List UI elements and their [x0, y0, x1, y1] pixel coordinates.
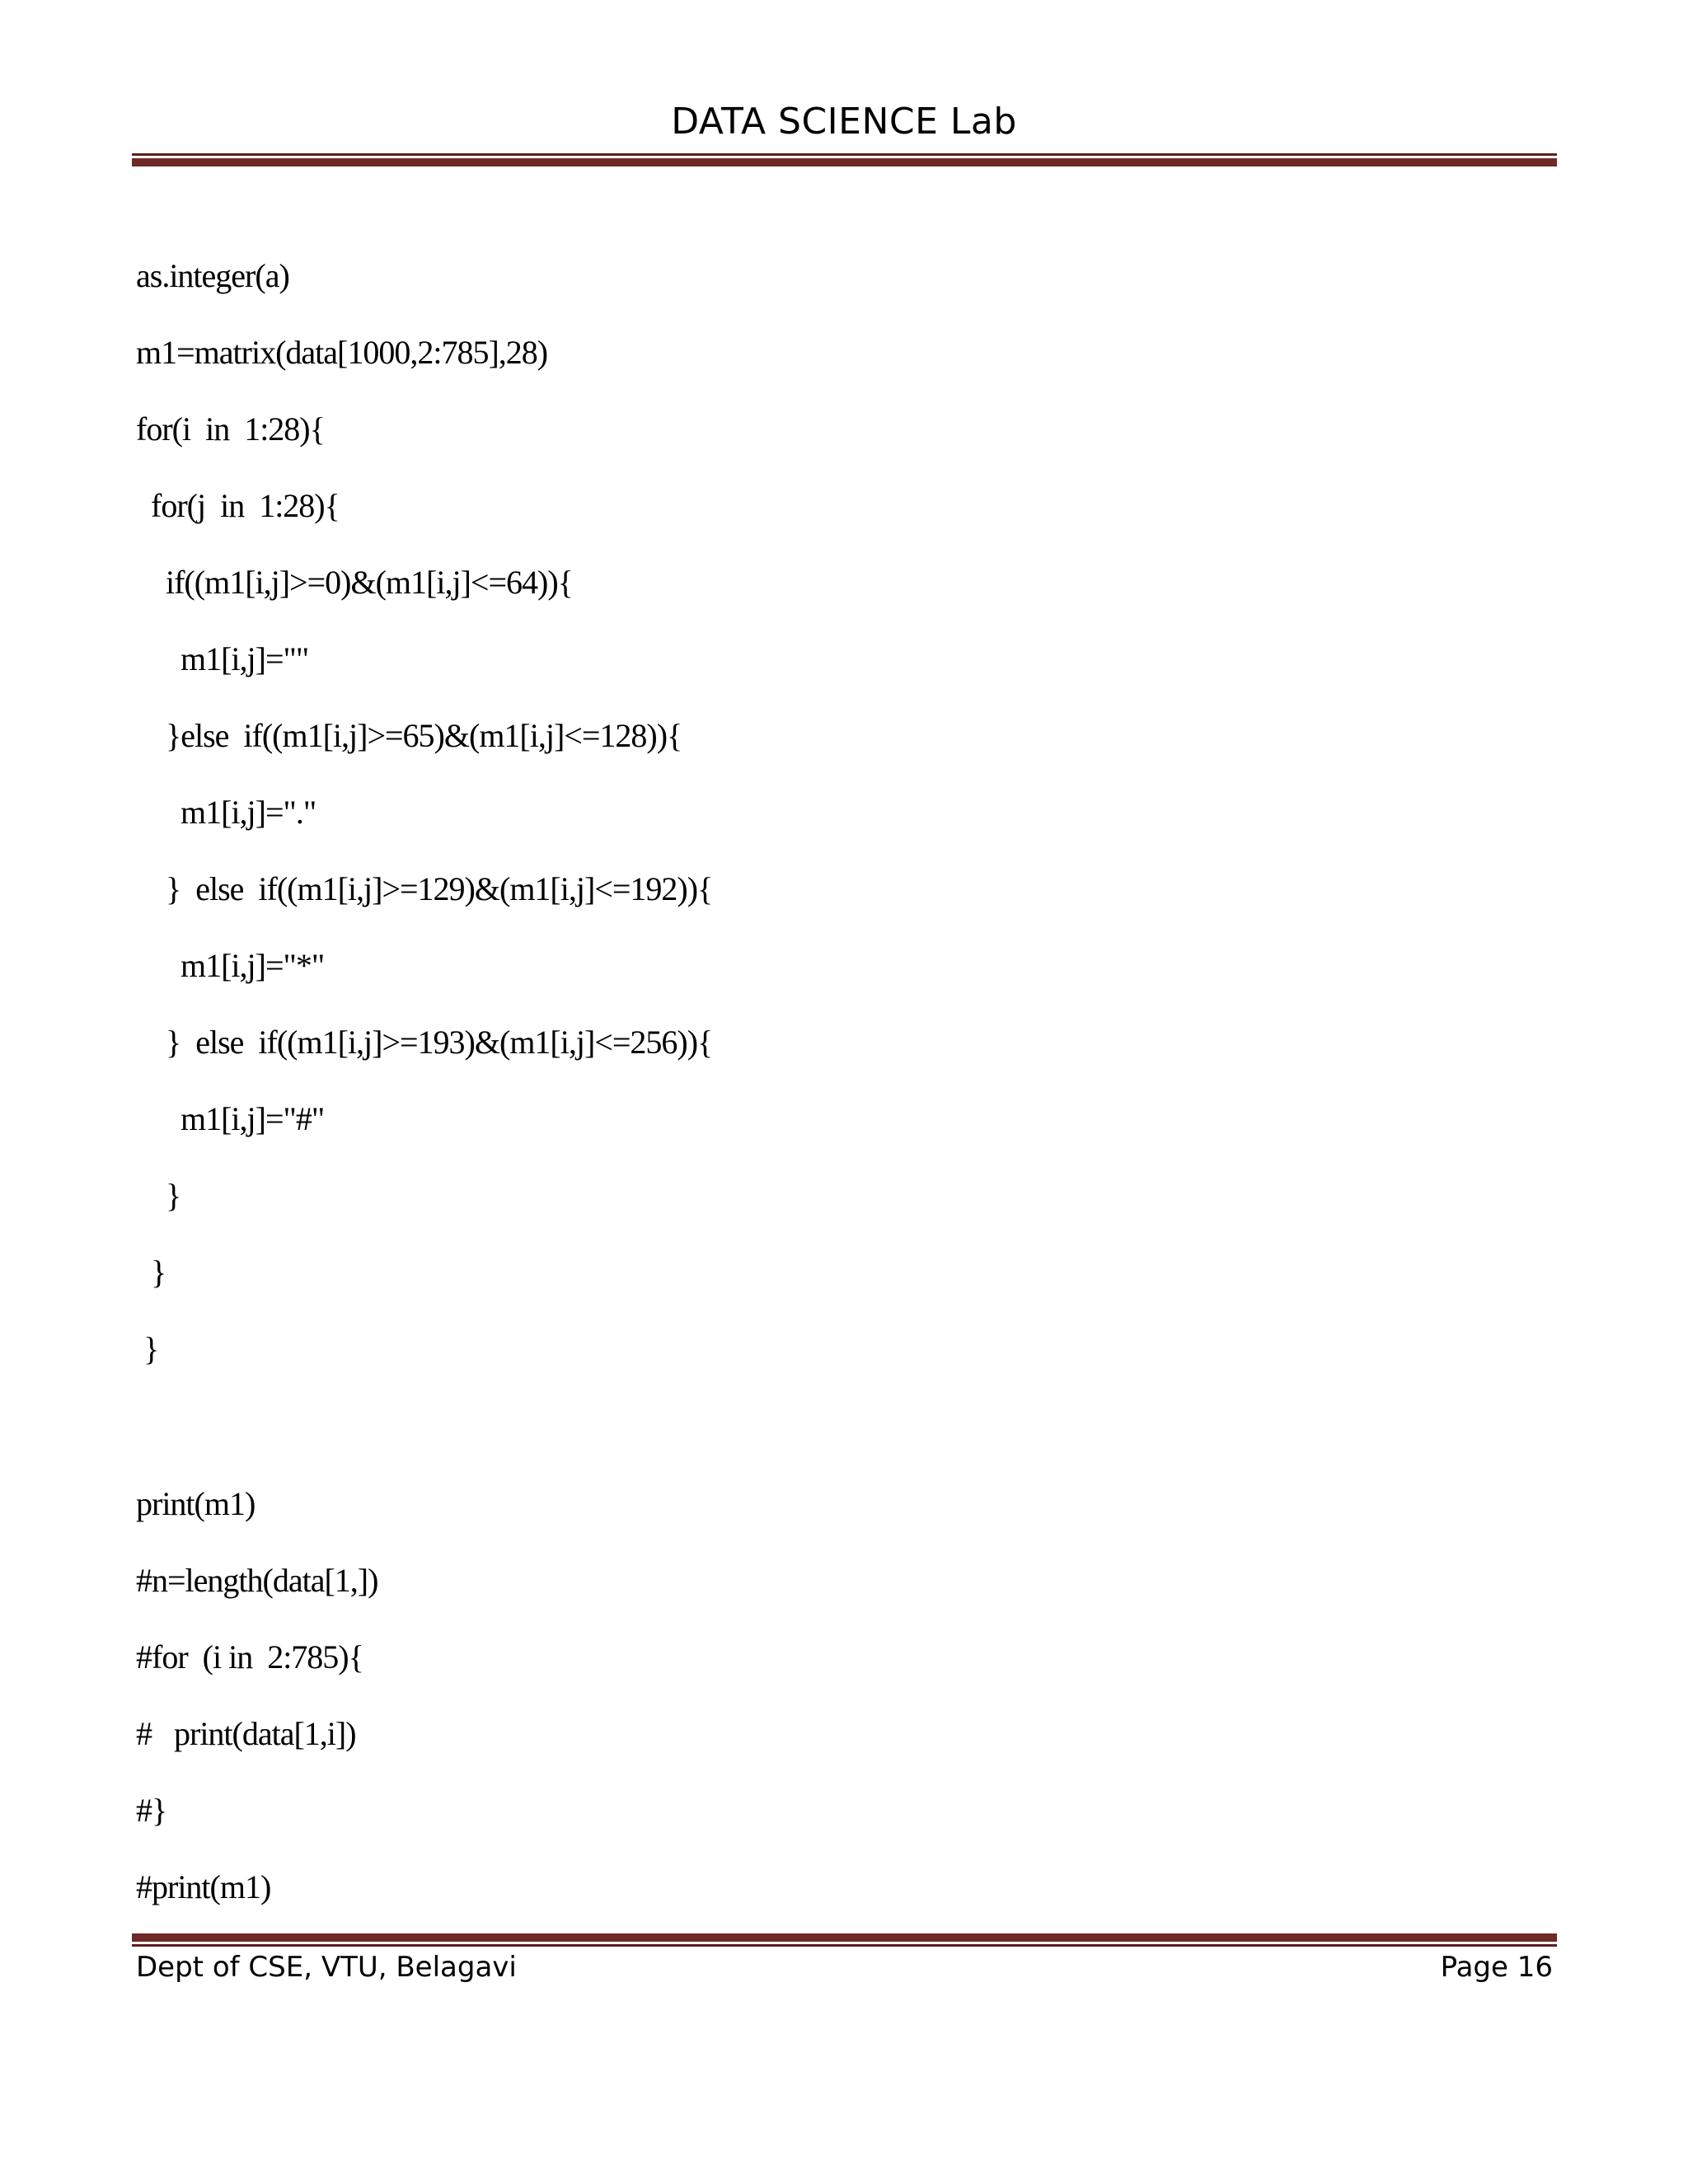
code-line: } else if((m1[i,j]>=193)&(m1[i,j]<=256)){ [136, 1024, 713, 1061]
code-line: print(m1) [136, 1485, 256, 1522]
code-line: #} [136, 1792, 167, 1829]
code-line: m1=matrix(data[1000,2:785],28) [136, 334, 548, 371]
footer-page-number: Page 16 [1440, 1951, 1553, 1984]
code-line: m1[i,j]="#" [136, 1100, 325, 1137]
footer-divider-thick [132, 1933, 1557, 1942]
code-line: if((m1[i,j]>=0)&(m1[i,j]<=64)){ [136, 564, 573, 601]
header-divider-thin [132, 153, 1557, 156]
code-line: #print(m1) [136, 1868, 271, 1905]
header-divider-thick [132, 158, 1557, 166]
code-line: } else if((m1[i,j]>=129)&(m1[i,j]<=192)){ [136, 870, 713, 907]
code-line: } [136, 1254, 166, 1291]
code-line: for(i in 1:28){ [136, 410, 325, 448]
code-line: #for (i in 2:785){ [136, 1638, 363, 1675]
code-line: m1[i,j]="." [136, 794, 316, 831]
code-line: m1[i,j]="*" [136, 947, 325, 984]
code-line: } [136, 1330, 159, 1367]
footer-department: Dept of CSE, VTU, Belagavi [136, 1951, 517, 1984]
code-line: }else if((m1[i,j]>=65)&(m1[i,j]<=128)){ [136, 717, 682, 754]
code-line: for(j in 1:28){ [136, 487, 340, 524]
code-line: m1[i,j]="" [136, 640, 309, 677]
code-line: } [136, 1177, 181, 1214]
page-title: DATA SCIENCE Lab [671, 101, 1017, 143]
code-line: # print(data[1,i]) [136, 1715, 356, 1752]
code-line: as.integer(a) [136, 257, 289, 294]
code-line: #n=length(data[1,]) [136, 1562, 378, 1599]
